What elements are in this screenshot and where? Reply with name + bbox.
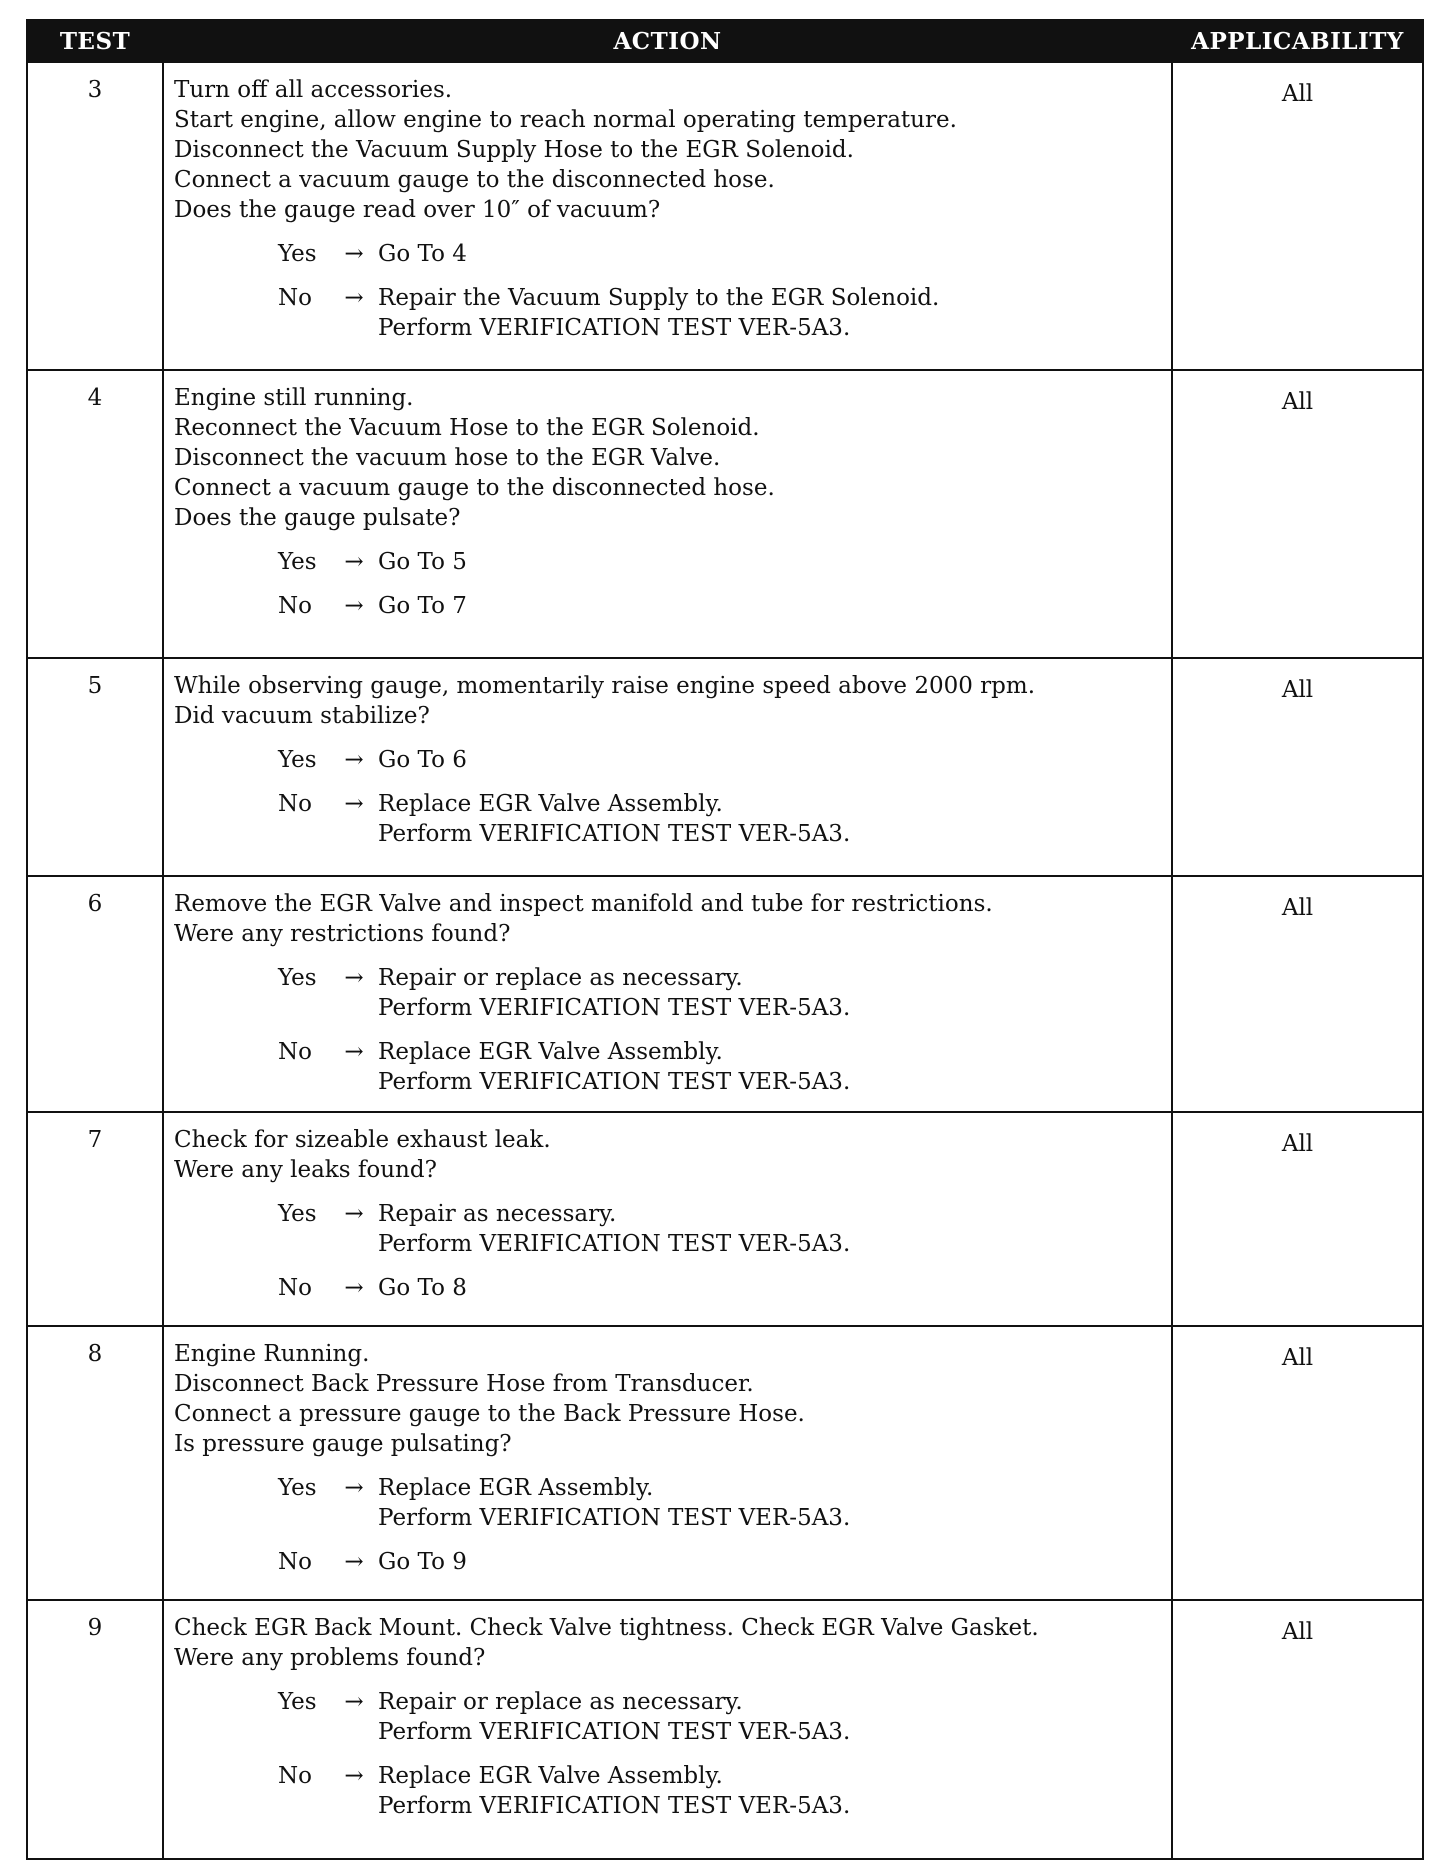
- no-branch: [174, 591, 1161, 621]
- yes-branch: [174, 1473, 1161, 1533]
- no-result: [378, 1761, 1161, 1821]
- table-row: [27, 1600, 1423, 1859]
- yes-result: [378, 963, 1161, 1023]
- yes-label: Yes: [278, 241, 317, 267]
- table-row: [27, 62, 1423, 370]
- right-arrow-icon: →: [344, 1475, 364, 1501]
- yes-label: Yes: [278, 747, 317, 773]
- action-cell: [163, 370, 1172, 658]
- action-step: Connect a vacuum gauge to the disconnected hose.: [174, 167, 775, 193]
- yes-branch: [174, 745, 1161, 775]
- action-step: Does the gauge read over 10″ of vacuum?: [174, 197, 661, 223]
- result-line: Go To 9: [378, 1549, 467, 1575]
- table-body: [27, 62, 1423, 1859]
- right-arrow-icon: →: [344, 1039, 364, 1065]
- result-line: Perform VERIFICATION TEST VER-5A3.: [378, 1231, 851, 1257]
- action-step: Engine still running.: [174, 385, 414, 411]
- table-row: [27, 1326, 1423, 1600]
- result-line: Repair as necessary.: [378, 1201, 617, 1227]
- result-line: Perform VERIFICATION TEST VER-5A3.: [378, 995, 851, 1021]
- result-line: Repair or replace as necessary.: [378, 965, 743, 991]
- yes-label: Yes: [278, 1689, 317, 1715]
- yes-branch: [174, 547, 1161, 577]
- action-cell: [163, 1112, 1172, 1326]
- no-branch: [174, 1761, 1161, 1821]
- applicability-cell: All: [1172, 1326, 1423, 1600]
- no-label: No: [278, 1549, 312, 1575]
- result-line: Perform VERIFICATION TEST VER-5A3.: [378, 821, 851, 847]
- result-line: Go To 7: [378, 593, 467, 619]
- header-test: TEST: [27, 20, 163, 62]
- no-result: [378, 1037, 1161, 1097]
- action-step: Reconnect the Vacuum Hose to the EGR Solenoid.: [174, 415, 760, 441]
- result-line: Go To 6: [378, 747, 467, 773]
- yes-result: [378, 1687, 1161, 1747]
- no-branch: [174, 789, 1161, 849]
- yes-label: Yes: [278, 1475, 317, 1501]
- applicability-cell: All: [1172, 658, 1423, 876]
- table-row: [27, 658, 1423, 876]
- applicability-cell: All: [1172, 62, 1423, 370]
- no-result: [378, 283, 1161, 343]
- action-step: Connect a pressure gauge to the Back Pressure Hose.: [174, 1401, 805, 1427]
- result-line: Replace EGR Assembly.: [378, 1475, 654, 1501]
- action-cell: [163, 658, 1172, 876]
- action-step: Did vacuum stabilize?: [174, 703, 430, 729]
- no-label: No: [278, 285, 312, 311]
- applicability-cell: All: [1172, 1600, 1423, 1859]
- test-number: 5: [27, 658, 163, 876]
- no-branch: [174, 1273, 1161, 1303]
- table-row: [27, 1112, 1423, 1326]
- action-step: Turn off all accessories.: [174, 77, 453, 103]
- right-arrow-icon: →: [344, 965, 364, 991]
- result-line: Perform VERIFICATION TEST VER-5A3.: [378, 1719, 851, 1745]
- yes-result: [378, 547, 1161, 577]
- right-arrow-icon: →: [344, 1689, 364, 1715]
- no-result: [378, 591, 1161, 621]
- right-arrow-icon: →: [344, 791, 364, 817]
- yes-result: [378, 1199, 1161, 1259]
- applicability-cell: All: [1172, 370, 1423, 658]
- result-line: Repair the Vacuum Supply to the EGR Solenoid.: [378, 285, 940, 311]
- action-step: Were any problems found?: [174, 1645, 486, 1671]
- result-line: Perform VERIFICATION TEST VER-5A3.: [378, 315, 851, 341]
- action-step: Disconnect Back Pressure Hose from Transducer.: [174, 1371, 754, 1397]
- action-step: Does the gauge pulsate?: [174, 505, 461, 531]
- no-branch: [174, 1037, 1161, 1097]
- test-number: 3: [27, 62, 163, 370]
- right-arrow-icon: →: [344, 1549, 364, 1575]
- result-line: Perform VERIFICATION TEST VER-5A3.: [378, 1793, 851, 1819]
- test-number: 4: [27, 370, 163, 658]
- no-label: No: [278, 1039, 312, 1065]
- applicability-cell: All: [1172, 876, 1423, 1112]
- action-cell: [163, 876, 1172, 1112]
- applicability-cell: All: [1172, 1112, 1423, 1326]
- action-step: Disconnect the vacuum hose to the EGR Valve.: [174, 445, 721, 471]
- action-step: Connect a vacuum gauge to the disconnected hose.: [174, 475, 775, 501]
- yes-result: [378, 745, 1161, 775]
- right-arrow-icon: →: [344, 1201, 364, 1227]
- right-arrow-icon: →: [344, 593, 364, 619]
- right-arrow-icon: →: [344, 747, 364, 773]
- table-row: [27, 370, 1423, 658]
- diagnostic-table: [26, 19, 1424, 1860]
- no-label: No: [278, 791, 312, 817]
- yes-branch: [174, 963, 1161, 1023]
- action-step: While observing gauge, momentarily raise engine speed above 2000 rpm.: [174, 673, 1036, 699]
- header-action: ACTION: [163, 20, 1172, 62]
- action-cell: [163, 1326, 1172, 1600]
- no-label: No: [278, 593, 312, 619]
- test-number: 7: [27, 1112, 163, 1326]
- no-label: No: [278, 1763, 312, 1789]
- no-result: [378, 1547, 1161, 1577]
- no-label: No: [278, 1275, 312, 1301]
- action-step: Start engine, allow engine to reach normal operating temperature.: [174, 107, 957, 133]
- header-applicability: APPLICABILITY: [1172, 20, 1423, 62]
- test-number: 8: [27, 1326, 163, 1600]
- action-cell: [163, 1600, 1172, 1859]
- no-branch: [174, 283, 1161, 343]
- result-line: Repair or replace as necessary.: [378, 1689, 743, 1715]
- result-line: Replace EGR Valve Assembly.: [378, 791, 723, 817]
- yes-result: [378, 1473, 1161, 1533]
- diagnostic-page: [26, 19, 1422, 1860]
- no-branch: [174, 1547, 1161, 1577]
- table-row: [27, 876, 1423, 1112]
- table-header-row: [27, 20, 1423, 62]
- test-number: 6: [27, 876, 163, 1112]
- action-step: Were any leaks found?: [174, 1157, 437, 1183]
- action-step: Check EGR Back Mount. Check Valve tightness. Check EGR Valve Gasket.: [174, 1615, 1039, 1641]
- action-step: Disconnect the Vacuum Supply Hose to the EGR Solenoid.: [174, 137, 854, 163]
- yes-branch: [174, 1199, 1161, 1259]
- action-step: Is pressure gauge pulsating?: [174, 1431, 512, 1457]
- yes-label: Yes: [278, 965, 317, 991]
- no-result: [378, 789, 1161, 849]
- yes-branch: [174, 239, 1161, 269]
- result-line: Perform VERIFICATION TEST VER-5A3.: [378, 1505, 851, 1531]
- action-step: Engine Running.: [174, 1341, 370, 1367]
- action-cell: [163, 62, 1172, 370]
- no-result: [378, 1273, 1161, 1303]
- result-line: Go To 8: [378, 1275, 467, 1301]
- result-line: Replace EGR Valve Assembly.: [378, 1039, 723, 1065]
- yes-branch: [174, 1687, 1161, 1747]
- result-line: Go To 4: [378, 241, 467, 267]
- yes-label: Yes: [278, 549, 317, 575]
- yes-label: Yes: [278, 1201, 317, 1227]
- right-arrow-icon: →: [344, 1763, 364, 1789]
- result-line: Perform VERIFICATION TEST VER-5A3.: [378, 1069, 851, 1095]
- right-arrow-icon: →: [344, 285, 364, 311]
- action-step: Remove the EGR Valve and inspect manifold and tube for restrictions.: [174, 891, 993, 917]
- result-line: Replace EGR Valve Assembly.: [378, 1763, 723, 1789]
- yes-result: [378, 239, 1161, 269]
- action-step: Were any restrictions found?: [174, 921, 511, 947]
- right-arrow-icon: →: [344, 549, 364, 575]
- test-number: 9: [27, 1600, 163, 1859]
- right-arrow-icon: →: [344, 1275, 364, 1301]
- action-step: Check for sizeable exhaust leak.: [174, 1127, 551, 1153]
- result-line: Go To 5: [378, 549, 467, 575]
- right-arrow-icon: →: [344, 241, 364, 267]
